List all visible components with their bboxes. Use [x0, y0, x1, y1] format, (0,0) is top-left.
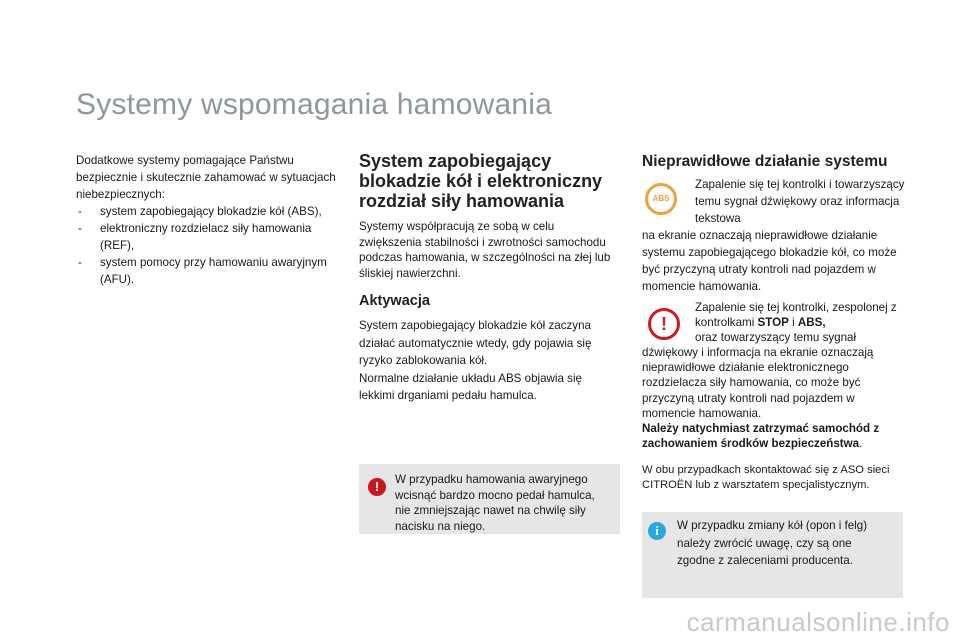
list-item: - system pomocy przy hamowaniu awaryjnym (AFU).	[76, 254, 338, 288]
ref-text-rest: dźwiękowy i informacja na ekranie oznaczają nieprawidłowe działanie elektronicznego rozdzielacza siły hamowania, co może być przyczyną utraty kontroli nad pojazdem w momencie hamowania.	[642, 346, 874, 420]
intro-text: Dodatkowe systemy pomagające Państwu bezpiecznie i skutecznie zahamować w sytuacjach niebezpiecznych:	[76, 154, 336, 201]
activation-heading: Aktywacja	[359, 293, 430, 309]
warning-text: W przypadku hamowania awaryjnego wcisnąć bardzo mocno pedał hamulca, nie zmniejszając nawet na chwilę siły nacisku na niego.	[395, 473, 595, 533]
info-icon: i	[648, 522, 666, 540]
info-text: W przypadku zmiany kół (opon i felg) należy zwrócić uwagę, czy są one zgodne z zaleceniami producenta.	[677, 519, 868, 567]
stop-label: STOP	[757, 316, 789, 330]
ref-text-indent-1: Zapalenie się tej kontrolki, zespolonej z kontrolkami	[695, 301, 897, 330]
info-box	[642, 512, 903, 598]
ref-text-indent-2: oraz towarzyszący temu sygnał	[695, 331, 857, 345]
warning-box	[359, 464, 620, 534]
systems-list	[76, 203, 338, 288]
middle-column	[359, 151, 619, 405]
ref-bold-warning: Należy natychmiast zatrzymać samochód z zachowaniem środków bezpieczeństwa	[642, 422, 880, 451]
list-item: - elektroniczny rozdzielacz siły hamowania (REF),	[76, 220, 338, 254]
abs-label: ABS,	[797, 316, 826, 330]
abs-text-indent: Zapalenie się tej kontrolki i towarzyszący temu sygnał dźwiękowy oraz informacja tekstowa	[695, 178, 905, 225]
and-label: i	[788, 316, 798, 330]
section-body: Systemy współpracują ze sobą w celu zwiększenia stabilności i zwrotności samochodu podczas hamowania, w szczególności na złej lub śliskiej nawierzchni.	[359, 220, 611, 280]
left-column	[76, 152, 338, 288]
ref-text	[642, 345, 910, 451]
abs-text: na ekranie oznaczają nieprawidłowe działanie systemu zapobiegającego blokadzie kół, co może być przyczyną utraty kontroli nad pojazdem w momencie hamowania.	[642, 229, 897, 293]
abs-warning-light-icon: ABS	[645, 183, 677, 215]
ref-text-indent	[695, 300, 910, 346]
activation-text-2: Normalne działanie układu ABS objawia się lekkimi drganiami pedału hamulca.	[359, 371, 582, 402]
page-title: Systemy wspomagania hamowania	[76, 88, 553, 121]
brake-warning-light-icon: !	[648, 308, 680, 340]
ref-end: .	[859, 437, 863, 451]
watermark: carmanualsonline.info	[686, 607, 950, 637]
warning-icon: !	[368, 478, 386, 496]
contact-text: W obu przypadkach skontaktować się z ASO sieci CITROËN lub z warsztatem specjalistycznym.	[642, 464, 890, 491]
list-item: - system zapobiegający blokadzie kół (ABS),	[76, 203, 338, 220]
section-heading: System zapobiegający blokadzie kół i elektroniczny rozdział siły hamowania	[359, 151, 603, 211]
right-column	[642, 152, 906, 172]
malfunction-heading: Nieprawidłowe działanie systemu	[642, 153, 888, 170]
activation-text-1: System zapobiegający blokadzie kół zaczyna działać automatycznie wtedy, gdy pojawia się ryzyko zablokowania kół.	[359, 319, 592, 367]
